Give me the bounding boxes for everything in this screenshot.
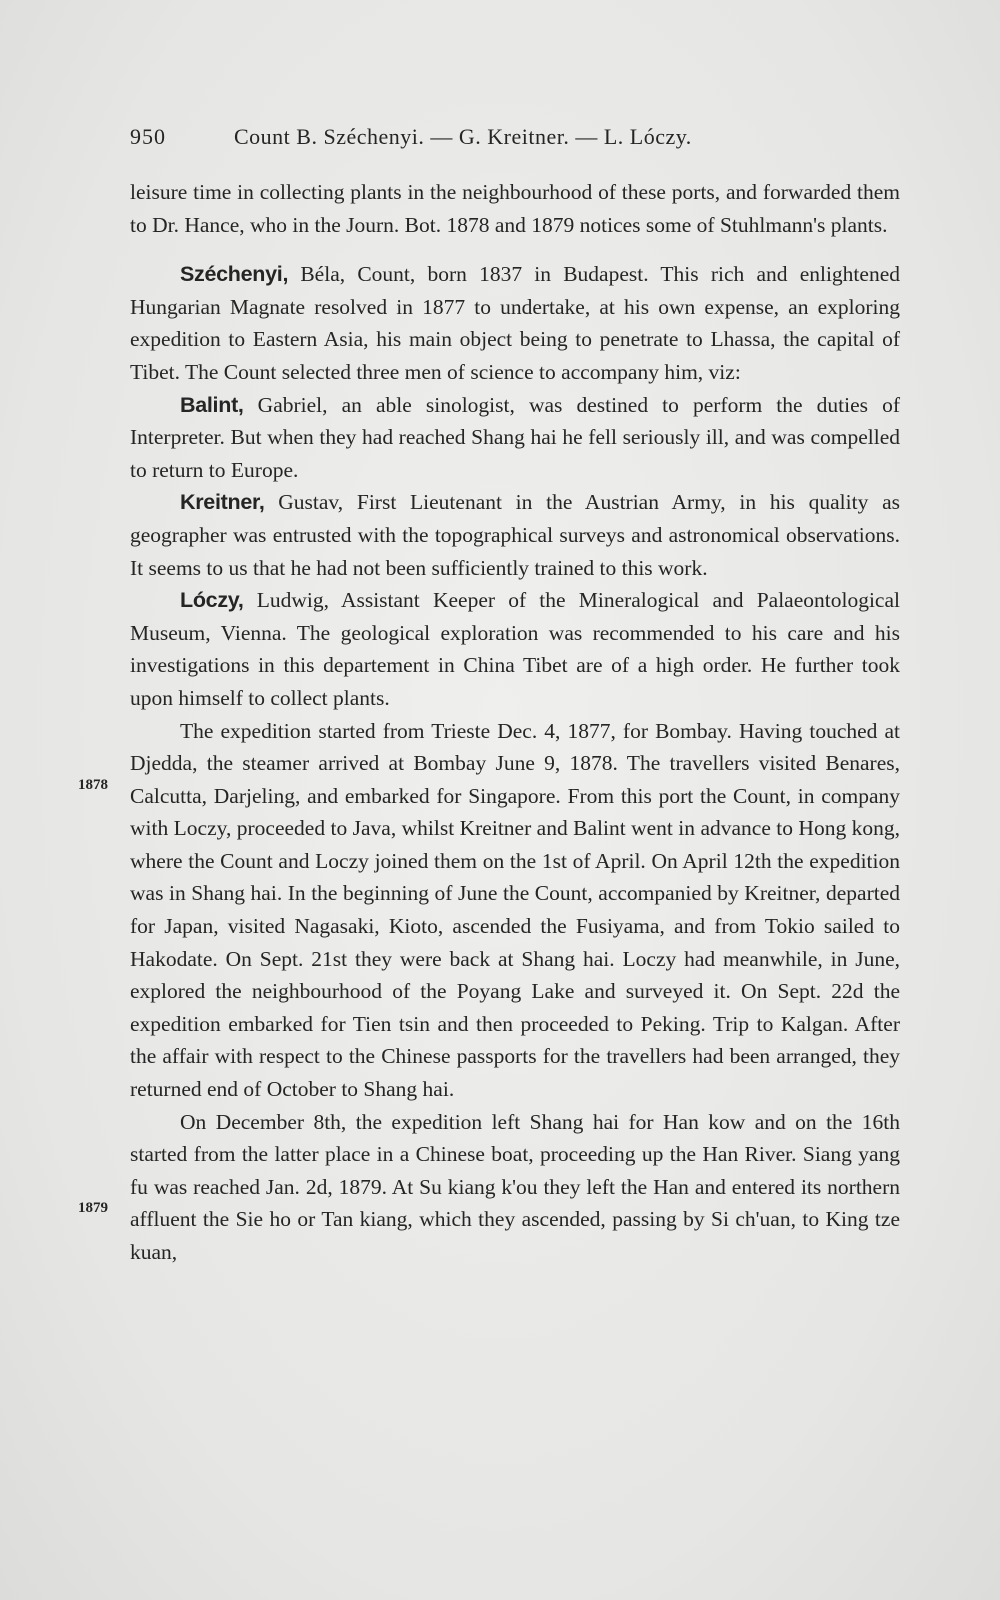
body-text [78, 176, 900, 1269]
page-number: 950 [130, 124, 166, 149]
margin-year-1879: 1879 [78, 1199, 108, 1216]
paragraph-stuhlmann: leisure time in collecting plants in the neighbourhood of these ports, and forwarded them to Dr. Hance, who in the Journ. Bot. 1878 and 1879 notices some of Stuhlmann's plants. [130, 180, 900, 237]
entry-loczy [130, 584, 900, 714]
entry-text-szechenyi: Béla, Count, born 1837 in Budapest. This rich and enlightened Hungarian Magnate resolved in 1877 to undertake, at his own expense, an exploring expedition to Eastern Asia, his main object being to penetrate to Lhassa, the capital of Tibet. The Count selected three men of science to accompany him, viz: [130, 262, 900, 384]
entry-text-kreitner: Gustav, First Lieutenant in the Austrian Army, in his quality as geographer was entrusted with the topographical surveys and astronomical observations. It seems to us that he had not been sufficiently trained to this work. [130, 490, 900, 580]
entry-balint [130, 389, 900, 487]
entry-text-balint: Gabriel, an able sinologist, was destined to perform the duties of Interpreter. But when they had reached Shang hai he fell seriously ill, and was compelled to return to Europe. [130, 392, 900, 482]
paragraph-expedition-start [78, 715, 900, 1106]
paragraph-han-river-text: On December 8th, the expedition left Shang hai for Han kow and on the 16th started from the latter place in a Chinese boat, proceeding up the Han River. Siang yang fu was reached Jan. 2d, 1879. At Su kiang k'ou they left the Han and entered its northern affluent the Sie ho or Tan kiang, which they ascended, passing by Si ch'uan, to King tze kuan, [130, 1109, 900, 1264]
entry-name-kreitner: Kreitner, [180, 490, 265, 515]
paragraph-expedition-start-text: The expedition started from Trieste Dec. 4, 1877, for Bombay. Having touched at Djedda, the steamer arrived at Bombay June 9, 1878. The travellers visited Benares, Calcutta, Darjeling, and embarked for Singapore. From this port the Count, in company with Loczy, proceeded to Java, whilst Kreitner and Balint went in advance to Hong kong, where the Count and Loczy joined them on the 1st of April. On April 12th the expedition was in Shang hai. In the beginning of June the Count, accompanied by Kreitner, departed for Japan, visited Nagasaki, Kioto, ascended the Fusiyama, and from Tokio sailed to Hakodate. On Sept. 21st they were back at Shang hai. Loczy had meanwhile, in June, explored the neighbourhood of the Poyang Lake and surveyed it. On Sept. 22d the expedition embarked for Tien tsin and then proceeded to Peking. Trip to Kalgan. After the affair with respect to the Chinese passports for the travellers had been arranged, they returned end of October to Shang hai. [130, 718, 900, 1102]
entry-name-balint: Balint, [180, 392, 244, 417]
running-head: Count B. Széchenyi. — G. Kreitner. — L. Lóczy. [234, 124, 692, 149]
page-header [130, 124, 900, 154]
entry-name-loczy: Lóczy, [180, 588, 244, 613]
entry-kreitner [130, 486, 900, 584]
margin-year-1878: 1878 [78, 776, 108, 793]
entry-name-szechenyi: Széchenyi, [180, 262, 289, 287]
paragraph-han-river [78, 1106, 900, 1269]
entry-szechenyi [130, 258, 900, 388]
entry-text-loczy: Ludwig, Assistant Keeper of the Mineralogical and Palaeontological Museum, Vienna. The geological exploration was recommended to his care and his investigations in this departement in China Tibet are of a high order. He further took upon himself to collect plants. [130, 588, 900, 710]
